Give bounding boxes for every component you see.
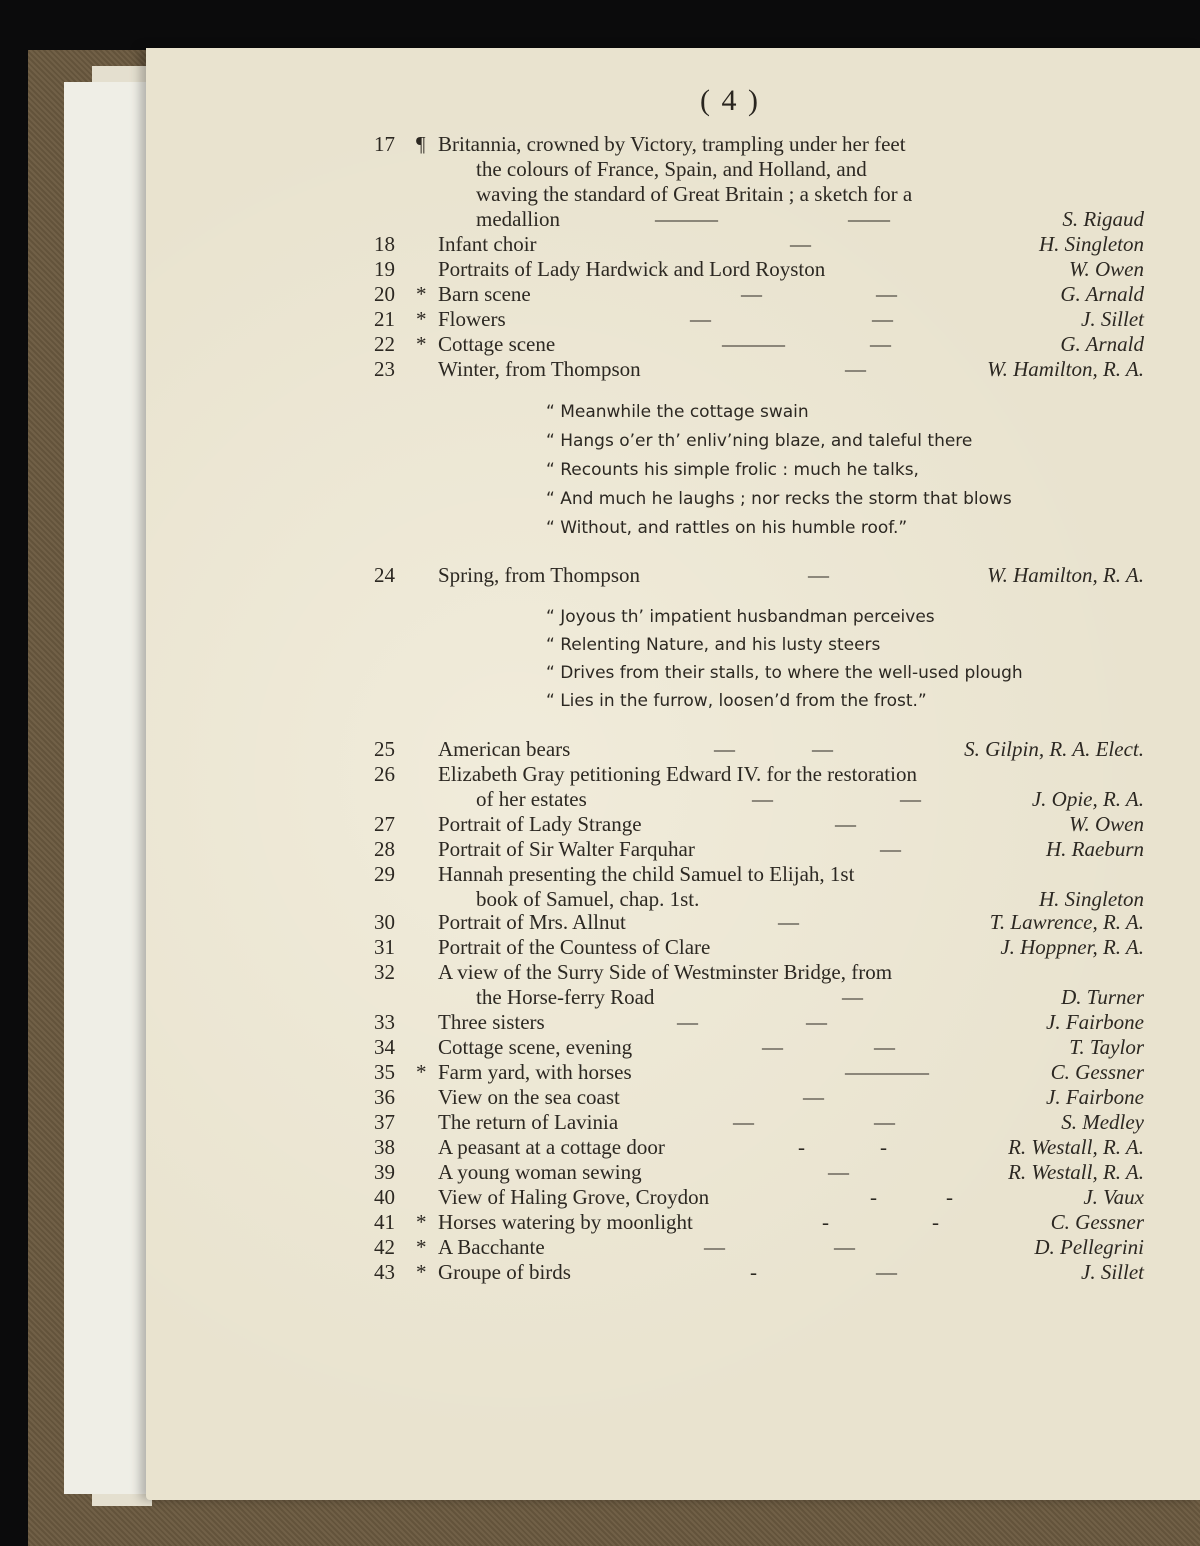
entry-mark: * bbox=[416, 1235, 427, 1259]
entry-artist: H. Raeburn bbox=[1046, 837, 1144, 861]
catalogue-entry-line bbox=[0, 307, 1200, 333]
entry-number: 27 bbox=[374, 812, 395, 836]
page-number: ( 4 ) bbox=[700, 84, 760, 117]
entry-artist: G. Arnald bbox=[1060, 282, 1144, 306]
entry-title: Spring, from Thompson bbox=[438, 563, 641, 587]
entry-dash: ——— bbox=[722, 332, 785, 356]
entry-title: Flowers bbox=[438, 307, 506, 331]
entry-artist: W. Hamilton, R. A. bbox=[987, 357, 1144, 381]
entry-title: Portrait of Mrs. Allnut bbox=[438, 910, 626, 934]
entry-title: Cottage scene bbox=[438, 332, 556, 356]
entry-title: A peasant at a cottage door bbox=[438, 1135, 665, 1159]
catalogue-entry-line bbox=[0, 563, 1200, 589]
entry-dash: — bbox=[752, 787, 773, 811]
entry-dash: — bbox=[704, 1235, 725, 1259]
entry-mark: ¶ bbox=[416, 132, 426, 156]
entry-dash: — bbox=[828, 1160, 849, 1184]
entry-number: 31 bbox=[374, 935, 395, 959]
entry-title: View on the sea coast bbox=[438, 1085, 620, 1109]
entry-dash: — bbox=[808, 563, 829, 587]
catalogue-entry-line bbox=[0, 357, 1200, 383]
entry-dash: — bbox=[762, 1035, 783, 1059]
entry-artist: J. Vaux bbox=[1083, 1185, 1144, 1209]
entry-artist: J. Hoppner, R. A. bbox=[1000, 935, 1144, 959]
entry-number: 22 bbox=[374, 332, 395, 356]
entry-title: Horses watering by moonlight bbox=[438, 1210, 693, 1234]
entry-artist: J. Fairbone bbox=[1046, 1010, 1144, 1034]
catalogue-entry-line bbox=[0, 1085, 1200, 1111]
entry-artist: R. Westall, R. A. bbox=[1008, 1160, 1144, 1184]
entry-number: 35 bbox=[374, 1060, 395, 1084]
entry-artist: S. Medley bbox=[1061, 1110, 1144, 1134]
entry-artist: W. Hamilton, R. A. bbox=[987, 563, 1144, 587]
entry-artist: H. Singleton bbox=[1039, 887, 1144, 911]
catalogue-entry-line bbox=[0, 282, 1200, 308]
entry-number: 19 bbox=[374, 257, 395, 281]
entry-title: Portraits of Lady Hardwick and Lord Royston bbox=[438, 257, 826, 281]
entry-dash: — bbox=[806, 1010, 827, 1034]
entry-mark: * bbox=[416, 282, 427, 306]
quote-line-spring: “ Lies in the furrow, loosen’d from the frost.” bbox=[546, 691, 927, 711]
catalogue-entry-line bbox=[0, 182, 1200, 208]
entry-title: Britannia, crowned by Victory, trampling under her feet bbox=[438, 132, 906, 156]
entry-dash: — bbox=[845, 357, 866, 381]
entry-artist: C. Gessner bbox=[1050, 1060, 1144, 1084]
catalogue-entry-line bbox=[0, 1235, 1200, 1261]
entry-mark: * bbox=[416, 1260, 427, 1284]
entry-artist: G. Arnald bbox=[1060, 332, 1144, 356]
catalogue-entry-line bbox=[0, 837, 1200, 863]
catalogue-entry-line bbox=[0, 257, 1200, 283]
catalogue-entry-line bbox=[0, 1010, 1200, 1036]
entry-title: Infant choir bbox=[438, 232, 537, 256]
catalogue-entry-line bbox=[0, 960, 1200, 986]
entry-number: 42 bbox=[374, 1235, 395, 1259]
entry-artist: C. Gessner bbox=[1050, 1210, 1144, 1234]
entry-dash: — bbox=[733, 1110, 754, 1134]
catalogue-entry-line bbox=[0, 985, 1200, 1011]
entry-mark: * bbox=[416, 332, 427, 356]
entry-title: Hannah presenting the child Samuel to Elijah, 1st bbox=[438, 862, 855, 886]
entry-artist: J. Fairbone bbox=[1046, 1085, 1144, 1109]
catalogue-entry-line bbox=[0, 157, 1200, 183]
entry-dash: — bbox=[870, 332, 891, 356]
entry-dash: — bbox=[790, 232, 811, 256]
entry-dash: - bbox=[932, 1210, 939, 1234]
entry-title: The return of Lavinia bbox=[438, 1110, 619, 1134]
entry-dash: ———— bbox=[845, 1060, 929, 1084]
entry-dash: ——— bbox=[655, 207, 718, 231]
entry-artist: D. Turner bbox=[1061, 985, 1144, 1009]
quote-line-winter: “ Without, and rattles on his humble roof.” bbox=[546, 518, 908, 538]
quote-line-winter: “ Meanwhile the cottage swain bbox=[546, 402, 809, 422]
entry-artist: D. Pellegrini bbox=[1034, 1235, 1144, 1259]
catalogue-entry-line bbox=[0, 1185, 1200, 1211]
catalogue-entry-line bbox=[0, 1110, 1200, 1136]
entry-title: Elizabeth Gray petitioning Edward IV. for the restoration bbox=[438, 762, 917, 786]
entry-title: American bears bbox=[438, 737, 571, 761]
entry-dash: — bbox=[874, 1110, 895, 1134]
entry-number: 33 bbox=[374, 1010, 395, 1034]
entry-mark: * bbox=[416, 1210, 427, 1234]
catalogue-entry-line bbox=[0, 1260, 1200, 1286]
entry-title: Three sisters bbox=[438, 1010, 545, 1034]
entry-number: 24 bbox=[374, 563, 395, 587]
entry-artist: J. Opie, R. A. bbox=[1031, 787, 1144, 811]
quote-line-winter: “ Hangs o’er th’ enliv’ning blaze, and taleful there bbox=[546, 431, 973, 451]
entry-artist: S. Gilpin, R. A. Elect. bbox=[964, 737, 1144, 761]
entry-number: 38 bbox=[374, 1135, 395, 1159]
entry-title: Barn scene bbox=[438, 282, 531, 306]
entry-dash: - bbox=[870, 1185, 877, 1209]
entry-number: 28 bbox=[374, 837, 395, 861]
entry-title: Farm yard, with horses bbox=[438, 1060, 632, 1084]
catalogue-entry-line bbox=[0, 910, 1200, 936]
entry-dash: — bbox=[880, 837, 901, 861]
catalogue-entry-line bbox=[0, 332, 1200, 358]
entry-title-continuation: of her estates bbox=[476, 787, 587, 811]
entry-title: A Bacchante bbox=[438, 1235, 545, 1259]
entry-number: 41 bbox=[374, 1210, 395, 1234]
entry-number: 34 bbox=[374, 1035, 395, 1059]
quote-line-winter: “ Recounts his simple frolic : much he talks, bbox=[546, 460, 919, 480]
entry-title-continuation: book of Samuel, chap. 1st. bbox=[476, 887, 700, 911]
entry-number: 20 bbox=[374, 282, 395, 306]
quote-line-winter: “ And much he laughs ; nor recks the storm that blows bbox=[546, 489, 1012, 509]
entry-title: Portrait of Lady Strange bbox=[438, 812, 642, 836]
entry-dash: — bbox=[778, 910, 799, 934]
entry-dash: — bbox=[834, 1235, 855, 1259]
entry-dash: - bbox=[822, 1210, 829, 1234]
entry-dash: — bbox=[876, 1260, 897, 1284]
entry-artist: J. Sillet bbox=[1081, 1260, 1144, 1284]
catalogue-entry-line bbox=[0, 232, 1200, 258]
entry-dash: - bbox=[798, 1135, 805, 1159]
entry-title: A view of the Surry Side of Westminster Bridge, from bbox=[438, 960, 893, 984]
entry-number: 17 bbox=[374, 132, 395, 156]
entry-number: 30 bbox=[374, 910, 395, 934]
entry-title: Portrait of Sir Walter Farquhar bbox=[438, 837, 695, 861]
entry-dash: - bbox=[946, 1185, 953, 1209]
entry-dash: — bbox=[842, 985, 863, 1009]
entry-number: 39 bbox=[374, 1160, 395, 1184]
entry-artist: S. Rigaud bbox=[1062, 207, 1144, 231]
catalogue-entry-line bbox=[0, 787, 1200, 813]
entry-artist: W. Owen bbox=[1068, 812, 1144, 836]
entry-title: View of Haling Grove, Croydon bbox=[438, 1185, 710, 1209]
entry-dash: — bbox=[677, 1010, 698, 1034]
catalogue-entry-line bbox=[0, 207, 1200, 233]
entry-artist: R. Westall, R. A. bbox=[1008, 1135, 1144, 1159]
entry-title-continuation: the Horse-ferry Road bbox=[476, 985, 655, 1009]
entry-title: Winter, from Thompson bbox=[438, 357, 641, 381]
catalogue-entry-line bbox=[0, 812, 1200, 838]
entry-artist: T. Lawrence, R. A. bbox=[989, 910, 1144, 934]
entry-dash: —— bbox=[848, 207, 890, 231]
entry-dash: — bbox=[900, 787, 921, 811]
entry-dash: — bbox=[714, 737, 735, 761]
entry-number: 37 bbox=[374, 1110, 395, 1134]
catalogue-entry-line bbox=[0, 862, 1200, 888]
entry-artist: T. Taylor bbox=[1069, 1035, 1144, 1059]
catalogue-entry-line bbox=[0, 737, 1200, 763]
entry-mark: * bbox=[416, 1060, 427, 1084]
entry-title-continuation: medallion bbox=[476, 207, 560, 231]
entry-mark: * bbox=[416, 307, 427, 331]
catalogue-entry-line bbox=[0, 1035, 1200, 1061]
entry-dash: — bbox=[876, 282, 897, 306]
entry-title: Portrait of the Countess of Clare bbox=[438, 935, 711, 959]
entry-dash: — bbox=[690, 307, 711, 331]
entry-title: Groupe of birds bbox=[438, 1260, 571, 1284]
catalogue-entry-line bbox=[0, 1210, 1200, 1236]
entry-title-continuation: the colours of France, Spain, and Holland, and bbox=[476, 157, 867, 181]
entry-dash: — bbox=[812, 737, 833, 761]
entry-dash: — bbox=[874, 1035, 895, 1059]
entry-dash: — bbox=[835, 812, 856, 836]
catalogue-entry-line bbox=[0, 762, 1200, 788]
entry-title-continuation: waving the standard of Great Britain ; a sketch for a bbox=[476, 182, 913, 206]
entry-dash: — bbox=[803, 1085, 824, 1109]
entry-number: 29 bbox=[374, 862, 395, 886]
entry-artist: J. Sillet bbox=[1081, 307, 1144, 331]
quote-line-spring: “ Joyous th’ impatient husbandman perceives bbox=[546, 607, 935, 627]
entry-number: 40 bbox=[374, 1185, 395, 1209]
entry-number: 18 bbox=[374, 232, 395, 256]
entry-dash: - bbox=[750, 1260, 757, 1284]
quote-line-spring: “ Relenting Nature, and his lusty steers bbox=[546, 635, 881, 655]
entry-artist: W. Owen bbox=[1068, 257, 1144, 281]
entry-dash: - bbox=[880, 1135, 887, 1159]
quote-line-spring: “ Drives from their stalls, to where the well-used plough bbox=[546, 663, 1023, 683]
entry-dash: — bbox=[872, 307, 893, 331]
catalogue-entry-line bbox=[0, 1135, 1200, 1161]
entry-title: Cottage scene, evening bbox=[438, 1035, 633, 1059]
entry-number: 26 bbox=[374, 762, 395, 786]
entry-number: 32 bbox=[374, 960, 395, 984]
catalogue-entry-line bbox=[0, 1160, 1200, 1186]
catalogue-entry-line bbox=[0, 1060, 1200, 1086]
entry-number: 25 bbox=[374, 737, 395, 761]
entry-title: A young woman sewing bbox=[438, 1160, 642, 1184]
entry-dash: — bbox=[741, 282, 762, 306]
entry-number: 21 bbox=[374, 307, 395, 331]
entry-number: 23 bbox=[374, 357, 395, 381]
catalogue-entry-line bbox=[0, 132, 1200, 158]
entry-number: 36 bbox=[374, 1085, 395, 1109]
catalogue-entry-line bbox=[0, 935, 1200, 961]
entry-artist: H. Singleton bbox=[1039, 232, 1144, 256]
entry-number: 43 bbox=[374, 1260, 395, 1284]
